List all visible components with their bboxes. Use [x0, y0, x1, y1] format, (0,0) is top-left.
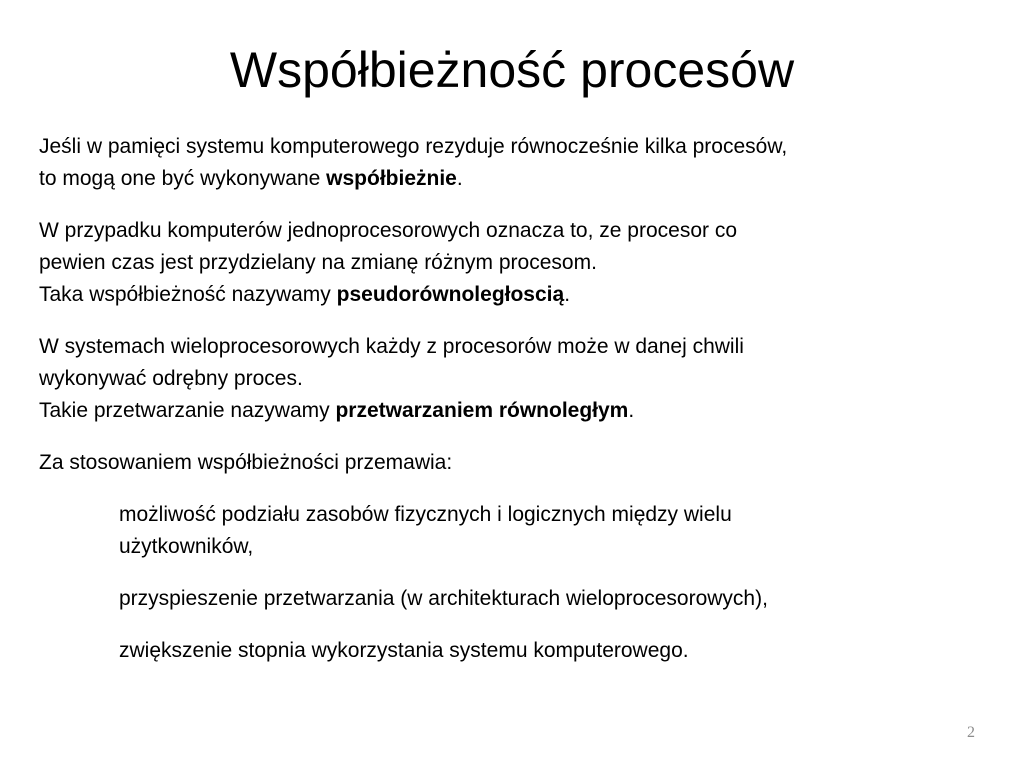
text-line: Jeśli w pamięci systemu komputerowego rezyduje równocześnie kilka procesów,	[39, 135, 788, 158]
paragraph-concurrency-definition	[39, 131, 989, 195]
text-line: użytkowników,	[119, 535, 254, 558]
text-line: możliwość podziału zasobów fizycznych i logicznych między wielu	[119, 503, 732, 526]
text-run: Taka współbieżność nazywamy	[39, 283, 337, 306]
paragraph-benefits-intro	[39, 447, 989, 479]
benefit-item-resource-sharing	[119, 499, 989, 563]
benefit-item-speedup	[119, 583, 989, 615]
text-line: Za stosowaniem współbieżności przemawia:	[39, 451, 453, 474]
benefit-item-utilization	[119, 635, 989, 667]
text-line	[39, 163, 989, 195]
paragraph-pseudo-parallelism	[39, 215, 989, 311]
bold-term-parallel-processing: przetwarzaniem równoległym	[335, 399, 629, 422]
text-line	[39, 395, 989, 427]
text-line: W systemach wieloprocesorowych każdy z procesorów może w danej chwili	[39, 335, 744, 358]
text-line	[39, 279, 989, 311]
text-line: zwiększenie stopnia wykorzystania systemu komputerowego.	[119, 639, 689, 662]
bold-term-concurrently: współbieżnie	[326, 167, 457, 190]
benefits-list	[119, 499, 989, 667]
text-run: Takie przetwarzanie nazywamy	[39, 399, 336, 422]
text-run: to mogą one być wykonywane	[39, 167, 327, 190]
text-line: W przypadku komputerów jednoprocesorowych oznacza to, ze procesor co	[39, 219, 738, 242]
bold-term-pseudo-parallelism: pseudorównoległoscią	[336, 283, 565, 306]
paragraph-parallel-processing	[39, 331, 989, 427]
text-run: .	[456, 167, 463, 190]
text-line: przyspieszenie przetwarzania (w architekturach wieloprocesorowych),	[119, 587, 768, 610]
text-line: wykonywać odrębny proces.	[39, 367, 303, 390]
page-number: 2	[967, 724, 975, 741]
slide-title: Współbieżność procesów	[229, 42, 795, 98]
text-run: .	[564, 283, 571, 306]
text-run: .	[628, 399, 635, 422]
slide-content	[39, 131, 989, 687]
text-line: pewien czas jest przydzielany na zmianę różnym procesom.	[39, 251, 597, 274]
